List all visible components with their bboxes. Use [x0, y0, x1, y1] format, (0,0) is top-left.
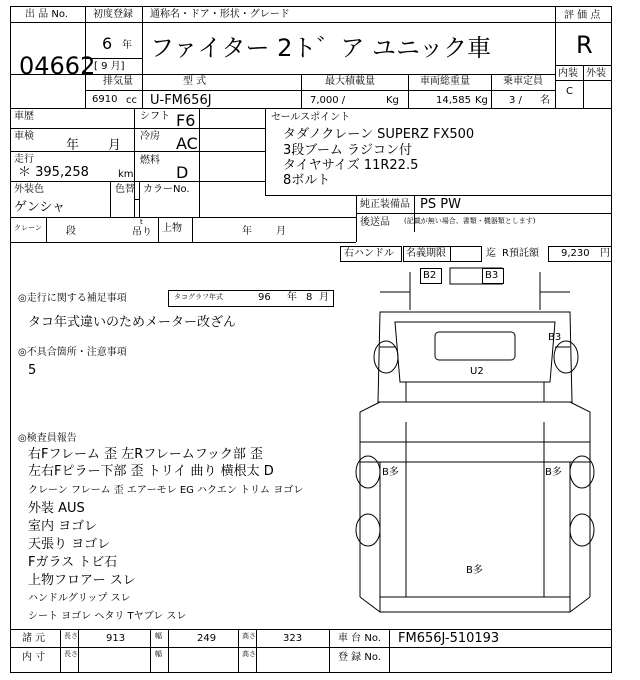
max-load-label: 最大積載量 — [325, 76, 375, 87]
driving-notes-label: ◎走行に関する補足事項 — [18, 293, 127, 304]
sales-point-line: 3段ブーム ラジコン付 — [283, 143, 413, 158]
b-many-right: B多 — [545, 467, 562, 478]
mileage: ＊ 395,258 — [18, 165, 89, 180]
first-reg-year: 6 — [102, 34, 113, 53]
interior-dims-label: 内 寸 — [22, 652, 46, 663]
inspector-line: クレーン フレーム 歪 エアーモレ EG ハクエン トリム ヨゴレ — [28, 485, 304, 496]
mileage-unit: km — [118, 169, 134, 180]
ac-value: AC — [176, 134, 198, 153]
tacho-year: 96 — [258, 292, 271, 303]
interior-width-label: 幅 — [155, 650, 162, 658]
dims-label: 諸 元 — [22, 633, 46, 644]
width-label: 幅 — [155, 632, 162, 640]
crane-t: t — [140, 218, 143, 226]
gross-weight-label: 車両総重量 — [420, 76, 470, 87]
max-load: 7,000 / — [310, 95, 346, 106]
interior-height-label: 高さ — [242, 650, 256, 658]
right-hand-label: 右ハンドル — [344, 248, 394, 259]
sales-points-label: セールスポイント — [271, 112, 351, 123]
tacho-month: 8 — [306, 292, 313, 303]
lot-no-label: 出 品 No. — [25, 9, 68, 20]
displacement-label: 排気量 — [103, 76, 133, 87]
shift-label: シフト — [140, 111, 170, 122]
inspector-line: 外装 AUS — [28, 501, 85, 516]
meiryo-mark: 迄 — [486, 248, 496, 259]
history-label: 車歴 — [14, 111, 34, 122]
height-label: 高さ — [242, 632, 256, 640]
joujou-month: 月 — [276, 226, 286, 237]
capacity-label: 乗車定員 — [503, 76, 543, 87]
rating-label: 評 価 点 — [564, 10, 601, 21]
driving-note: タコ年式違いのためメーター改ざん — [28, 315, 237, 330]
exterior-color: ゲンシャ — [14, 200, 66, 215]
width-value: 249 — [197, 633, 217, 644]
tacho-month-unit: 月 — [319, 292, 329, 303]
u2-label: U2 — [470, 366, 484, 377]
rating-value: R — [576, 31, 593, 59]
model-code-label: 型 式 — [183, 76, 207, 87]
first-reg-month: [ 9 月] — [94, 61, 125, 72]
color-change-label: 色替 — [115, 184, 135, 195]
interior-grade: C — [566, 86, 573, 97]
mileage-label: 走行 — [14, 154, 34, 165]
name-change-label: 名義期限 — [406, 248, 446, 259]
interior-length-label: 長さ — [64, 650, 78, 658]
exterior-color-label: 外装色 — [14, 184, 44, 195]
r-register-label: R預託額 — [502, 248, 539, 259]
joujou-label: 上物 — [162, 223, 182, 234]
shaken-year-unit: 年 — [66, 138, 80, 153]
b3-side-label: B3 — [548, 332, 562, 343]
inspector-line: 右Fフレーム 歪 左Rフレームフック部 歪 — [28, 447, 263, 462]
gross-weight-unit: Kg — [475, 95, 488, 106]
defects-label: ◎不具合箇所・注意事項 — [18, 347, 127, 358]
sales-point-line: タイヤサイズ 11R22.5 — [283, 158, 419, 173]
length-label: 長さ — [64, 632, 78, 640]
crane-tsuri: 吊り — [132, 227, 152, 238]
fuel-label: 燃料 — [140, 155, 160, 166]
sales-point-line: 8ボルト — [283, 173, 331, 188]
inspector-line: ハンドルグリップ スレ — [28, 593, 131, 604]
r-register-unit: 円 — [600, 248, 610, 259]
inspector-line: Fガラス トビ石 — [28, 555, 118, 570]
first-reg-year-unit: 年 — [122, 40, 132, 51]
name-change-value-box — [450, 246, 482, 262]
genuine-equipment-label: 純正装備品 — [360, 199, 410, 210]
aftermarket-label: 後送品 — [360, 217, 390, 228]
first-reg-label: 初度登録 — [93, 9, 133, 20]
b-many-left: B多 — [382, 467, 399, 478]
inspector-line: 室内 ヨゴレ — [28, 519, 98, 534]
displacement-unit: cc — [126, 95, 137, 106]
model-name: ファイター 2ト゛ア ユニック車 — [150, 34, 492, 62]
gross-weight: 14,585 — [436, 95, 471, 106]
height-value: 323 — [283, 633, 303, 644]
lot-no: 04662 — [19, 52, 96, 80]
shaken-month-unit: 月 — [108, 138, 122, 153]
reg-label: 登 録 No. — [338, 652, 381, 663]
model-name-label: 通称名・ドア・形状・グレード — [150, 9, 290, 20]
inspector-line: 上物フロアー スレ — [28, 573, 136, 588]
crane-label: クレーン — [14, 224, 42, 232]
model-code: U-FM656J — [150, 93, 212, 108]
length-value: 913 — [106, 633, 126, 644]
interior-label: 内装 — [558, 68, 578, 79]
fuel-value: D — [176, 163, 189, 182]
genuine-equipment-value: PS PW — [420, 197, 461, 212]
joujou-year: 年 — [242, 226, 252, 237]
sales-point-line: タダノクレーン SUPERZ FX500 — [283, 127, 475, 142]
inspector-label: ◎検査員報告 — [18, 433, 77, 444]
inspector-line: シート ヨゴレ ヘタリ Tヤブレ スレ — [28, 611, 187, 622]
b2-label: B2 — [423, 270, 437, 281]
displacement: 6910 — [92, 94, 118, 105]
inspector-line: 左右Fピラー下部 歪 トリイ 曲り 横根太 D — [28, 464, 274, 479]
chassis-value: FM656J-510193 — [398, 631, 500, 646]
shaken-label: 車検 — [14, 131, 34, 142]
ac-label: 冷房 — [140, 131, 160, 142]
chassis-label: 車 台 No. — [338, 633, 381, 644]
shift-value: F6 — [176, 111, 196, 130]
capacity-unit: 名 — [540, 95, 550, 106]
exterior-label: 外装 — [586, 68, 606, 79]
tacho-label: タコグラフ年式 — [174, 293, 223, 301]
defects-value: 5 — [28, 363, 37, 378]
capacity: 3 / — [509, 95, 522, 106]
max-load-unit: Kg — [386, 95, 399, 106]
crane-dan: 段 — [66, 226, 76, 237]
r-register-value: 9,230 — [561, 248, 590, 259]
color-no-label: カラーNo. — [143, 184, 190, 195]
b3-top-label: B3 — [485, 270, 499, 281]
aftermarket-note: (記載が無い場合、書類・機器類とします) — [404, 217, 536, 225]
b-many-bottom: B多 — [466, 565, 483, 576]
inspector-line: 天張り ヨゴレ — [28, 537, 111, 552]
tacho-year-unit: 年 — [287, 292, 297, 303]
